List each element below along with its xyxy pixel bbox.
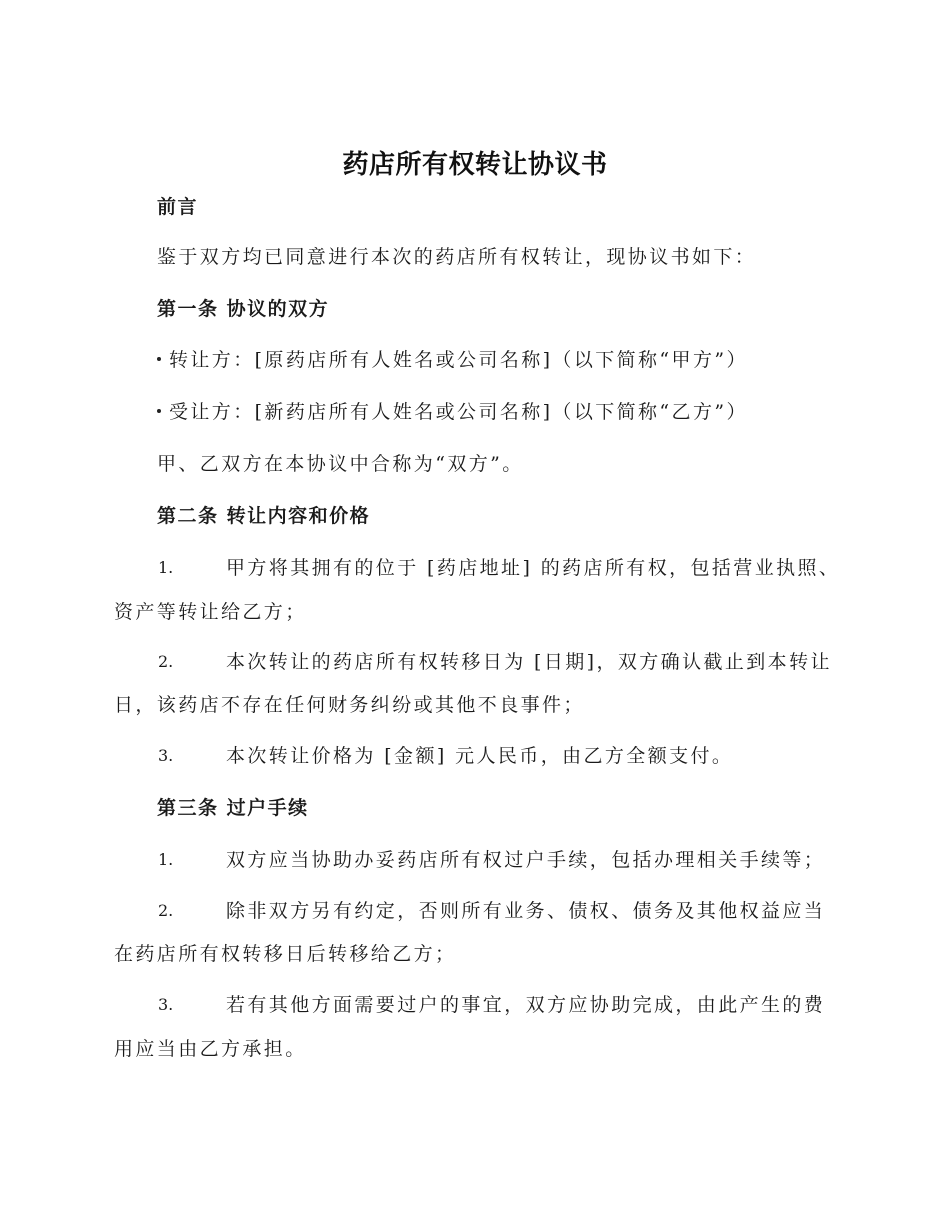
- article3-item2-line2: 在药店所有权转移日后转移给乙方；: [114, 943, 457, 965]
- bullet-dot-icon: [157, 357, 161, 361]
- article3-item3-line2: 用应当由乙方承担。: [114, 1038, 307, 1060]
- preface-text: 鉴于双方均已同意进行本次的药店所有权转让，现协议书如下：: [157, 246, 757, 268]
- article1-heading: 第一条 协议的双方: [157, 298, 330, 320]
- preface-heading: 前言: [157, 196, 199, 218]
- transferee-line: [157, 399, 748, 425]
- article3-item3-number: 3.: [158, 995, 174, 1014]
- article2-item1-line2: 资产等转让给乙方；: [114, 601, 307, 623]
- article2-heading: 第二条 转让内容和价格: [157, 505, 371, 527]
- transferor-line: [157, 347, 748, 373]
- article3-item2-line1: 除非双方另有约定，否则所有业务、债权、债务及其他权益应当: [226, 900, 826, 922]
- article2-item2-line2: 日，该药店不存在任何财务纠纷或其他不良事件；: [114, 694, 585, 716]
- article3-item1-line1: 双方应当协助办妥药店所有权过户手续，包括办理相关手续等；: [226, 849, 826, 871]
- collective-text: 甲、乙双方在本协议中合称为“双方”。: [157, 453, 524, 475]
- article3-item1-number: 1.: [158, 850, 174, 869]
- article2-item2-number: 2.: [158, 652, 174, 671]
- article3-item3-line1: 若有其他方面需要过户的事宜，双方应协助完成，由此产生的费: [226, 994, 826, 1016]
- article2-item1-line1: 甲方将其拥有的位于 [药店地址] 的药店所有权，包括营业执照、: [226, 557, 841, 579]
- article2-item2-line1: 本次转让的药店所有权转移日为 [日期]，双方确认截止到本转让: [226, 651, 832, 673]
- article3-item2-number: 2.: [158, 901, 174, 920]
- article2-item1-number: 1.: [158, 558, 174, 577]
- transferee-text: 受让方：[新药店所有人姓名或公司名称]（以下简称“乙方”）: [169, 401, 748, 423]
- article2-item3-number: 3.: [158, 746, 174, 765]
- transferor-text: 转让方：[原药店所有人姓名或公司名称]（以下简称“甲方”）: [169, 349, 748, 371]
- article2-item3-line1: 本次转让价格为 [金额] 元人民币，由乙方全额支付。: [226, 745, 734, 767]
- bullet-dot-icon: [157, 409, 161, 413]
- document-title: 药店所有权转让协议书: [342, 150, 608, 180]
- article3-heading: 第三条 过户手续: [157, 797, 309, 819]
